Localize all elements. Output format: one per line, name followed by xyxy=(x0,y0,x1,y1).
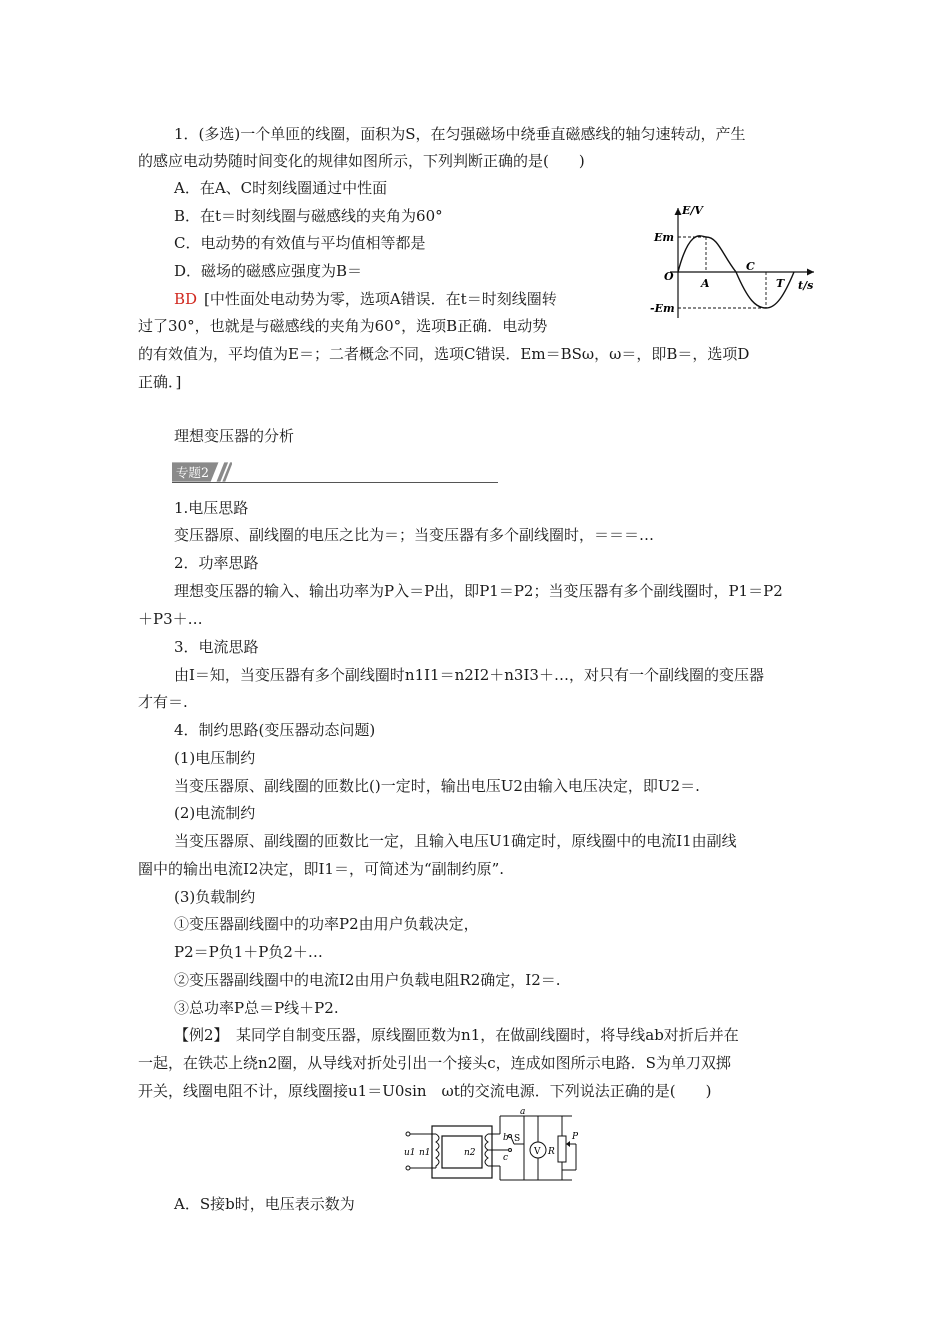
neg-em-label: -Em xyxy=(650,302,675,315)
q1-option-d: D．磁场的磁感应强度为B＝ xyxy=(174,262,363,280)
topic-line-17: P2＝P负1＋P负2＋… xyxy=(174,943,323,961)
r-label: R xyxy=(548,1147,555,1157)
topic-line-13: 当变压器原、副线圈的匝数比一定，且输入电压U1确定时，原线圈中的电流I1由副线 xyxy=(174,832,737,850)
q1-stem-line2: 的感应电动势随时间变化的规律如图所示，下列判断正确的是( ) xyxy=(138,152,585,170)
x-axis-label: t/s xyxy=(798,279,814,292)
q1-explanation-line1: [中性面处电动势为零，选项A错误．在t＝时刻线圈转 xyxy=(204,290,557,308)
y-axis-label: E/V xyxy=(682,204,703,217)
t-point-label: T xyxy=(776,277,785,290)
secondary-coil xyxy=(485,1134,488,1166)
n2-label: n2 xyxy=(464,1148,476,1158)
q1-answer: BD xyxy=(174,290,198,308)
topic-line-4: 理想变压器的输入、输出功率为P入＝P出，即P1＝P2；当变压器有多个副线圈时，P1＝P2 xyxy=(174,582,783,600)
n1-label: n1 xyxy=(419,1148,431,1158)
s-label: S xyxy=(514,1134,521,1144)
example2-line3: 开关，线圈电阻不计，原线圈接u1＝U0sin ωt的交流电源．下列说法正确的是( ) xyxy=(138,1082,712,1100)
q1-stem-line1: 1．(多选)一个单匝的线圈，面积为S，在匀强磁场中绕垂直磁感线的轴匀速转动，产生 xyxy=(174,125,746,143)
topic-line-19: ③总功率P总＝P线＋P2. xyxy=(174,999,339,1017)
a-terminal-label: a xyxy=(520,1108,526,1117)
topic-line-6: 3．电流思路 xyxy=(174,638,259,656)
q1-explanation-line4: 正确．] xyxy=(138,373,182,391)
topic-line-7: 由I＝知，当变压器有多个副线圈时n1I1＝n2I2＋n3I3＋…，对只有一个副线圈的变压器 xyxy=(174,666,764,684)
topic-line-15: (3)负载制约 xyxy=(174,888,256,906)
p-label: P xyxy=(572,1132,579,1142)
resistor xyxy=(558,1136,566,1162)
topic-line-12: (2)电流制约 xyxy=(174,804,256,822)
section-title: 理想变压器的分析 xyxy=(174,427,295,445)
topic-line-3: 2．功率思路 xyxy=(174,554,259,572)
em-label: Em xyxy=(654,231,675,244)
example2-line2: 一起，在铁芯上绕n2圈，从导线对折处引出一个接头c，连成如图所示电路．S为单刀双掷 xyxy=(138,1054,731,1072)
topic-line-14: 圈中的输出电流I2决定，即I1＝，可简述为“副制约原”. xyxy=(138,860,505,878)
badge-underline xyxy=(172,482,498,483)
q1-option-c: C．电动势的有效值与平均值相等都是 xyxy=(174,234,426,252)
q1-explanation-line3: 的有效值为，平均值为E＝；二者概念不同，选项C错误．Em＝BSω，ω＝，即B＝，选项D xyxy=(138,345,750,363)
topic-line-1: 1.电压思路 xyxy=(174,499,249,517)
q1-option-a: A．在A、C时刻线圈通过中性面 xyxy=(174,179,388,197)
topic-line-18: ②变压器副线圈中的电流I2由用户负载电阻R2确定，I2＝. xyxy=(174,971,561,989)
topic-line-16: ①变压器副线圈中的功率P2由用户负载决定， xyxy=(174,915,479,933)
iron-core xyxy=(432,1126,492,1178)
topic-line-9: 4．制约思路(变压器动态问题) xyxy=(174,721,376,739)
primary-coil xyxy=(436,1134,439,1168)
topic-badge xyxy=(172,462,232,482)
topic-line-5: ＋P3＋… xyxy=(138,610,203,628)
origin-label: O xyxy=(664,270,674,283)
topic-line-10: (1)电压制约 xyxy=(174,749,256,767)
topic-line-8: 才有＝. xyxy=(138,693,188,711)
emf-time-graph xyxy=(648,200,824,322)
u1-label: u1 xyxy=(404,1148,416,1158)
b-terminal-label: b xyxy=(503,1133,509,1143)
svg-text:专题2: 专题2 xyxy=(175,464,210,480)
topic-line-2: 变压器原、副线圈的电压之比为＝；当变压器有多个副线圈时，＝＝＝… xyxy=(174,526,655,544)
v-label: V xyxy=(534,1147,541,1157)
a-point-label: A xyxy=(701,277,710,290)
example2-option-a: A．S接b时，电压表示数为 xyxy=(174,1195,355,1213)
q1-explanation-line2: 过了30°，也就是与磁感线的夹角为60°，选项B正确．电动势 xyxy=(138,317,548,335)
topic-line-11: 当变压器原、副线圈的匝数比()一定时，输出电压U2由输入电压决定，即U2＝. xyxy=(174,777,700,795)
c-terminal-label: c xyxy=(503,1153,509,1163)
example2-line1: 【例2】 某同学自制变压器，原线圈匝数为n1，在做副线圈时，将导线ab对折后并在 xyxy=(174,1026,739,1044)
c-point-label: C xyxy=(746,260,755,273)
q1-option-b: B．在t＝时刻线圈与磁感线的夹角为60° xyxy=(174,207,443,225)
transformer-circuit xyxy=(402,1108,588,1188)
